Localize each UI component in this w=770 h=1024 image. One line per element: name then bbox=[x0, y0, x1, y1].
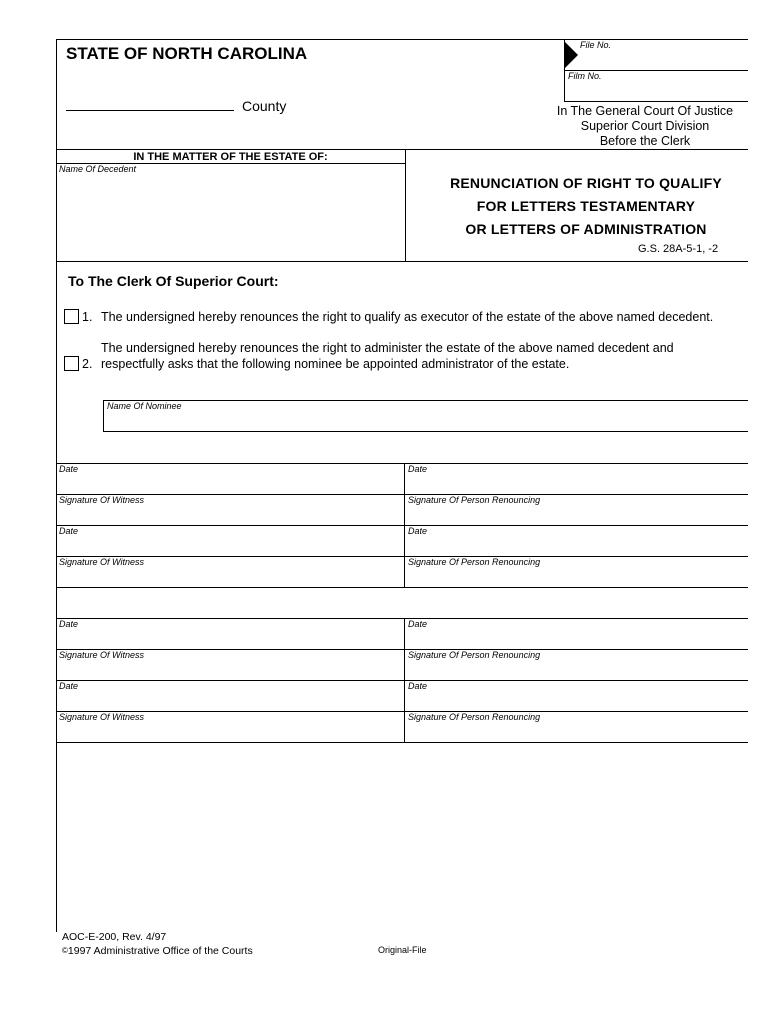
copyright-line bbox=[62, 944, 253, 958]
left-border bbox=[56, 39, 57, 932]
court-line-1: In The General Court Of Justice bbox=[556, 104, 734, 118]
salutation: To The Clerk Of Superior Court: bbox=[68, 273, 279, 289]
title-line-1: RENUNCIATION OF RIGHT TO QUALIFY bbox=[450, 175, 722, 191]
decedent-name-field[interactable] bbox=[57, 175, 403, 259]
sig-grid-2-rule-2 bbox=[56, 680, 748, 681]
court-line-3: Before the Clerk bbox=[599, 134, 691, 148]
nominee-box-top bbox=[103, 400, 748, 401]
date-label: Date bbox=[408, 681, 428, 691]
nominee-name-field[interactable] bbox=[104, 412, 747, 430]
copyright-text: 1997 Administrative Office of the Courts bbox=[67, 945, 253, 957]
decedent-label: Name Of Decedent bbox=[59, 164, 137, 174]
sig-grid-1-top bbox=[56, 463, 748, 464]
original-file-label: Original-File bbox=[378, 945, 427, 955]
date-label: Date bbox=[408, 526, 428, 536]
estate-bottom-border bbox=[56, 261, 748, 262]
estate-heading: IN THE MATTER OF THE ESTATE OF: bbox=[133, 151, 328, 163]
estate-top-border bbox=[56, 149, 748, 150]
film-no-field[interactable] bbox=[564, 101, 748, 102]
sig-grid-2-rule-3 bbox=[56, 711, 748, 712]
top-border bbox=[56, 39, 748, 40]
date-label: Date bbox=[59, 464, 79, 474]
option-1-number: 1. bbox=[82, 310, 93, 324]
county-field[interactable] bbox=[66, 110, 234, 111]
option-2-checkbox[interactable] bbox=[64, 356, 79, 371]
state-title: STATE OF NORTH CAROLINA bbox=[66, 44, 308, 63]
date-label: Date bbox=[59, 619, 79, 629]
copyright-symbol: © bbox=[62, 946, 68, 955]
title-line-3: OR LETTERS OF ADMINISTRATION bbox=[465, 221, 707, 237]
option-1-text: The undersigned hereby renounces the right to qualify as executor of the estate of the above named decedent. bbox=[101, 310, 714, 324]
court-info bbox=[545, 104, 745, 149]
date-label: Date bbox=[59, 526, 79, 536]
date-label: Date bbox=[408, 619, 428, 629]
option-2-text-line-1: The undersigned hereby renounces the right to administer the estate of the above named decedent and bbox=[101, 341, 674, 355]
date-label: Date bbox=[408, 464, 428, 474]
witness-signature-label: Signature Of Witness bbox=[59, 557, 144, 567]
statute-reference: G.S. 28A-5-1, -2 bbox=[638, 243, 719, 255]
form-title bbox=[416, 172, 756, 241]
estate-divider bbox=[405, 149, 406, 261]
sig-grid-2-top bbox=[56, 618, 748, 619]
nominee-label: Name Of Nominee bbox=[107, 401, 182, 411]
sig-grid-2-bottom bbox=[56, 742, 748, 743]
person-signature-label: Signature Of Person Renouncing bbox=[408, 495, 541, 505]
form-id: AOC-E-200, Rev. 4/97 bbox=[62, 931, 167, 943]
witness-signature-label: Signature Of Witness bbox=[59, 712, 144, 722]
sig-grid-2-rule-1 bbox=[56, 649, 748, 650]
form-footer bbox=[62, 931, 253, 958]
person-signature-label: Signature Of Person Renouncing bbox=[408, 557, 541, 567]
date-label: Date bbox=[59, 681, 79, 691]
sig-grid-1-rule-3 bbox=[56, 556, 748, 557]
triangle-marker-icon bbox=[565, 42, 578, 68]
option-1-checkbox[interactable] bbox=[64, 309, 79, 324]
file-no-label: File No. bbox=[580, 40, 612, 50]
court-line-2: Superior Court Division bbox=[580, 119, 710, 133]
option-2-number: 2. bbox=[82, 357, 93, 371]
person-signature-label: Signature Of Person Renouncing bbox=[408, 650, 541, 660]
county-label: County bbox=[242, 98, 287, 114]
witness-signature-label: Signature Of Witness bbox=[59, 495, 144, 505]
sig-grid-1-bottom bbox=[56, 587, 748, 588]
film-no-label: Film No. bbox=[568, 71, 602, 81]
sig-grid-1-rule-1 bbox=[56, 494, 748, 495]
nominee-box-bottom bbox=[103, 431, 748, 432]
title-line-2: FOR LETTERS TESTAMENTARY bbox=[476, 198, 696, 214]
person-signature-label: Signature Of Person Renouncing bbox=[408, 712, 541, 722]
witness-signature-label: Signature Of Witness bbox=[59, 650, 144, 660]
option-2-text-line-2: respectfully asks that the following nominee be appointed administrator of the estate. bbox=[101, 357, 570, 371]
sig-grid-1-rule-2 bbox=[56, 525, 748, 526]
